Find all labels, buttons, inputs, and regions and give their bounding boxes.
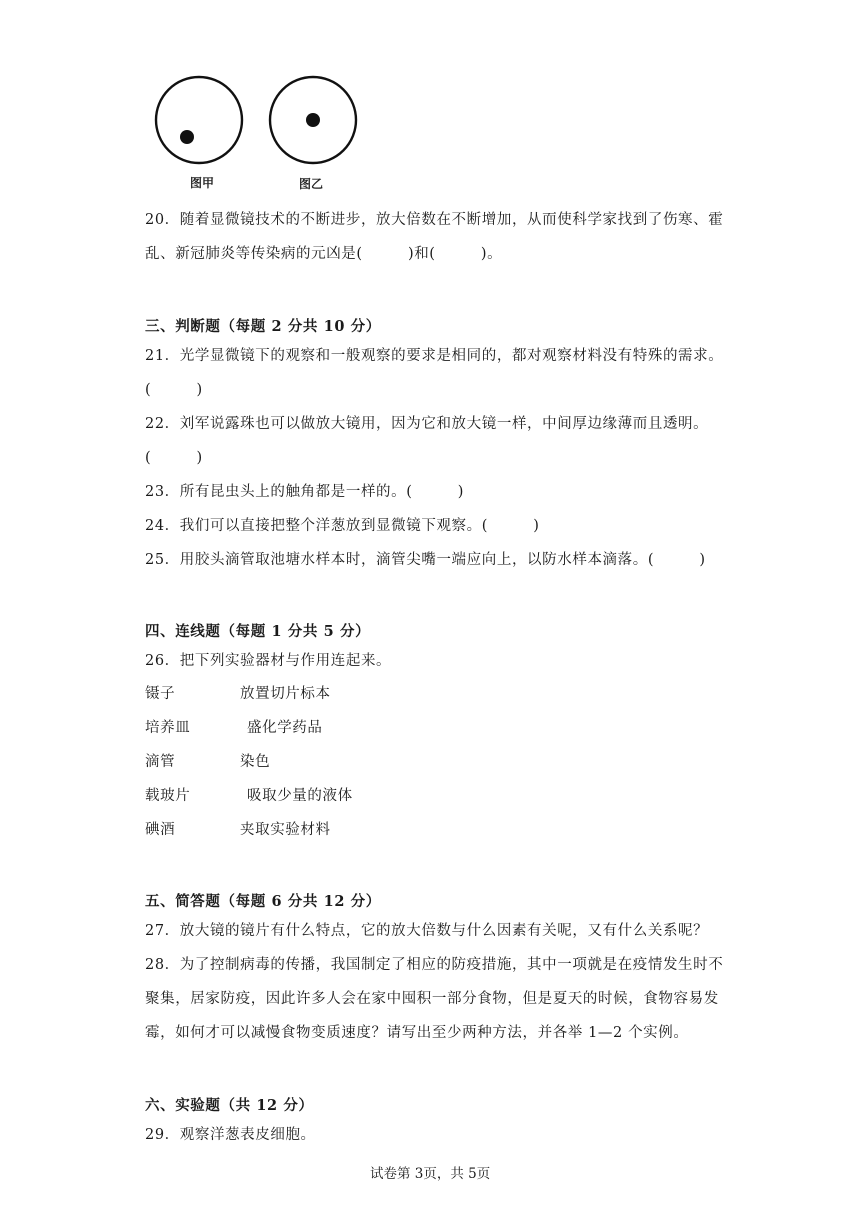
question-28-line2: 聚集，居家防疫，因此许多人会在家中囤积一部分食物，但是夏天的时候，食物容易发	[145, 991, 719, 1007]
question-25: 25．用胶头滴管取池塘水样本时，滴管尖嘴一端应向上，以防水样本滴落。( )	[145, 552, 706, 568]
question-20-line1: 20．随着显微镜技术的不断进步，放大倍数在不断增加，从而使科学家找到了伤寒、霍	[145, 212, 724, 228]
section-5-heading: 五、简答题（每题 6 分共 12 分）	[145, 893, 381, 910]
section-6-heading: 六、实验题（共 12 分）	[145, 1097, 314, 1114]
question-23: 23．所有昆虫头上的触角都是一样的。( )	[145, 484, 465, 500]
specimen-dot-jia	[180, 130, 194, 144]
figure-caption-jia: 图甲	[190, 176, 215, 190]
matching-use[interactable]: 染色	[240, 754, 271, 770]
matching-use[interactable]: 夹取实验材料	[240, 822, 331, 838]
figure-caption-yi: 图乙	[299, 177, 324, 191]
question-28-line1: 28．为了控制病毒的传播，我国制定了相应的防疫措施，其中一项就是在疫情发生时不	[145, 957, 724, 973]
question-21-answer-blank[interactable]: ( )	[145, 382, 203, 398]
question-29: 29．观察洋葱表皮细胞。	[145, 1127, 316, 1143]
page-footer: 试卷第 3页，共 5页	[370, 1166, 491, 1182]
matching-item[interactable]: 培养皿	[145, 720, 191, 736]
matching-item[interactable]: 载玻片	[145, 788, 191, 804]
question-28-line3: 霉，如何才可以减慢食物变质速度？请写出至少两种方法，并各举 1—2 个实例。	[145, 1025, 689, 1041]
question-22-line1: 22．刘军说露珠也可以做放大镜用，因为它和放大镜一样，中间厚边缘薄而且透明。	[145, 416, 709, 432]
matching-item[interactable]: 镊子	[145, 686, 176, 702]
view-circle-jia	[156, 77, 242, 163]
matching-use[interactable]: 放置切片标本	[240, 686, 331, 702]
question-22-answer-blank[interactable]: ( )	[145, 450, 203, 466]
specimen-dot-yi	[306, 113, 320, 127]
question-27: 27．放大镜的镜片有什么特点，它的放大倍数与什么因素有关呢，又有什么关系呢？	[145, 923, 709, 939]
matching-use[interactable]: 盛化学药品	[247, 720, 323, 736]
question-21-line1: 21．光学显微镜下的观察和一般观察的要求是相同的，都对观察材料没有特殊的需求。	[145, 348, 724, 364]
microscope-views-figure	[150, 74, 370, 192]
matching-item[interactable]: 滴管	[145, 754, 176, 770]
question-24: 24．我们可以直接把整个洋葱放到显微镜下观察。( )	[145, 518, 540, 534]
matching-item[interactable]: 碘酒	[145, 822, 176, 838]
section-4-heading: 四、连线题（每题 1 分共 5 分）	[145, 623, 371, 640]
question-26: 26．把下列实验器材与作用连起来。	[145, 653, 392, 669]
question-20-line2: 乱、新冠肺炎等传染病的元凶是( )和( )。	[145, 246, 503, 262]
section-3-heading: 三、判断题（每题 2 分共 10 分）	[145, 318, 381, 335]
matching-use[interactable]: 吸取少量的液体	[247, 788, 353, 804]
